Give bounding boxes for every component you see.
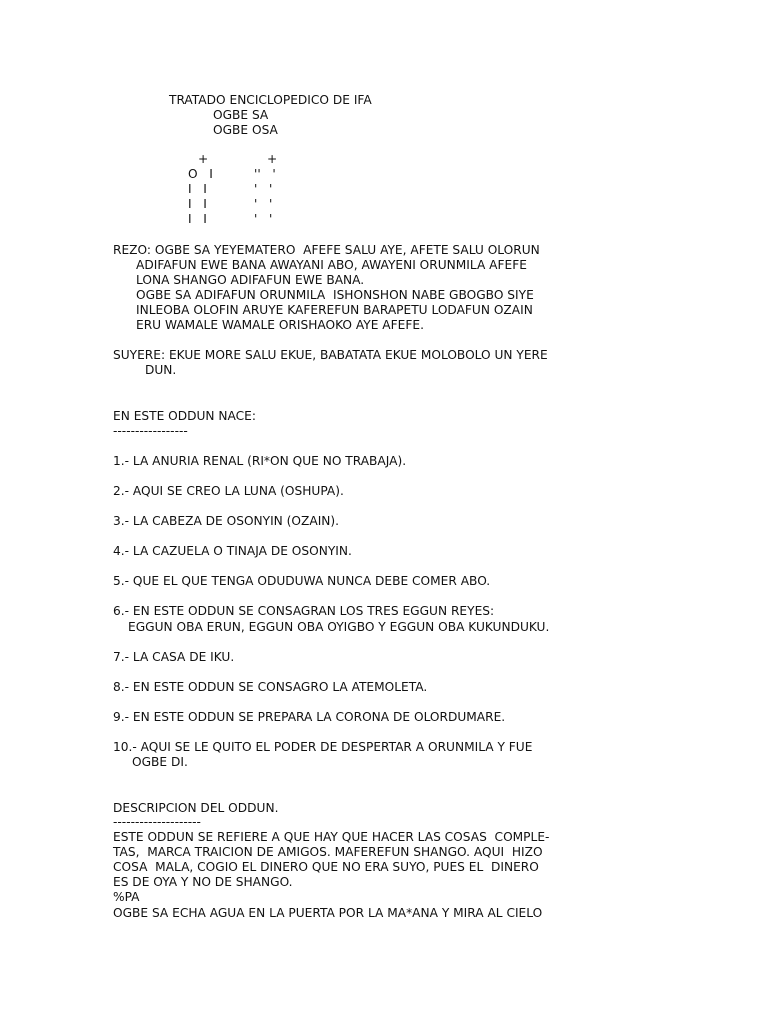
rezo-line: REZO: OGBE SA YEYEMATERO AFEFE SALU AYE, AFETE SALU OLORUN <box>113 243 540 257</box>
paragraph-line: ES DE OYA Y NO DE SHANGO. <box>113 875 293 889</box>
rezo-line: ERU WAMALE WAMALE ORISHAOKO AYE AFEFE. <box>136 318 424 332</box>
paragraph-line: TAS, MARCA TRAICION DE AMIGOS. MAFEREFUN SHANGO. AQUI HIZO <box>113 845 543 859</box>
sign-left-row: I I <box>188 212 207 226</box>
rezo-line: ADIFAFUN EWE BANA AWAYANI ABO, AWAYENI ORUNMILA AFEFE <box>136 258 527 272</box>
rezo-line: LONA SHANGO ADIFAFUN EWE BANA. <box>136 273 365 287</box>
sign-left-row: I I <box>188 197 207 211</box>
list-item: 2.- AQUI SE CREO LA LUNA (OSHUPA). <box>113 484 344 498</box>
nace-heading: EN ESTE ODDUN NACE: <box>113 409 256 423</box>
paragraph-line: COSA MALA, COGIO EL DINERO QUE NO ERA SUYO, PUES EL DINERO <box>113 860 539 874</box>
list-item: 4.- LA CAZUELA O TINAJA DE OSONYIN. <box>113 544 352 558</box>
suyere-line: DUN. <box>145 363 177 377</box>
rezo-line: INLEOBA OLOFIN ARUYE KAFEREFUN BARAPETU LODAFUN OZAIN <box>136 303 533 317</box>
odun-name-2: OGBE OSA <box>213 123 278 137</box>
list-item: 9.- EN ESTE ODDUN SE PREPARA LA CORONA DE OLORDUMARE. <box>113 710 506 724</box>
odun-name-1: OGBE SA <box>213 108 269 122</box>
descripcion-heading: DESCRIPCION DEL ODDUN. <box>113 801 279 815</box>
list-item: 1.- LA ANURIA RENAL (RI*ON QUE NO TRABAJA). <box>113 454 407 468</box>
sign-right-row: ' ' <box>254 182 273 196</box>
sign-right-row: ' ' <box>254 212 273 226</box>
sign-right-row: '' ' <box>254 167 276 181</box>
paragraph-line: ESTE ODDUN SE REFIERE A QUE HAY QUE HACER LAS COSAS COMPLE- <box>113 830 550 844</box>
document-title: TRATADO ENCICLOPEDICO DE IFA <box>169 93 372 107</box>
paragraph-line: %PA <box>113 890 140 904</box>
sign-left-row: I I <box>188 182 207 196</box>
sign-left-row: O I <box>188 167 213 181</box>
sign-plus-right: + <box>267 152 278 166</box>
heading-rule: -------------------- <box>113 815 201 829</box>
sign-right-row: ' ' <box>254 197 273 211</box>
sign-plus-left: + <box>198 152 209 166</box>
list-item: 7.- LA CASA DE IKU. <box>113 650 235 664</box>
list-item: 6.- EN ESTE ODDUN SE CONSAGRAN LOS TRES EGGUN REYES: <box>113 604 495 618</box>
suyere-line: SUYERE: EKUE MORE SALU EKUE, BABATATA EKUE MOLOBOLO UN YERE <box>113 348 548 362</box>
list-item: 5.- QUE EL QUE TENGA ODUDUWA NUNCA DEBE COMER ABO. <box>113 574 491 588</box>
list-item: 3.- LA CABEZA DE OSONYIN (OZAIN). <box>113 514 340 528</box>
heading-rule: ----------------- <box>113 424 188 438</box>
paragraph-line: OGBE SA ECHA AGUA EN LA PUERTA POR LA MA*ANA Y MIRA AL CIELO <box>113 906 543 920</box>
list-item: 8.- EN ESTE ODDUN SE CONSAGRO LA ATEMOLETA. <box>113 680 428 694</box>
list-item-continuation: EGGUN OBA ERUN, EGGUN OBA OYIGBO Y EGGUN OBA KUKUNDUKU. <box>128 620 550 634</box>
rezo-line: OGBE SA ADIFAFUN ORUNMILA ISHONSHON NABE GBOGBO SIYE <box>136 288 534 302</box>
list-item: 10.- AQUI SE LE QUITO EL PODER DE DESPERTAR A ORUNMILA Y FUE <box>113 740 533 754</box>
list-item-continuation: OGBE DI. <box>132 755 188 769</box>
